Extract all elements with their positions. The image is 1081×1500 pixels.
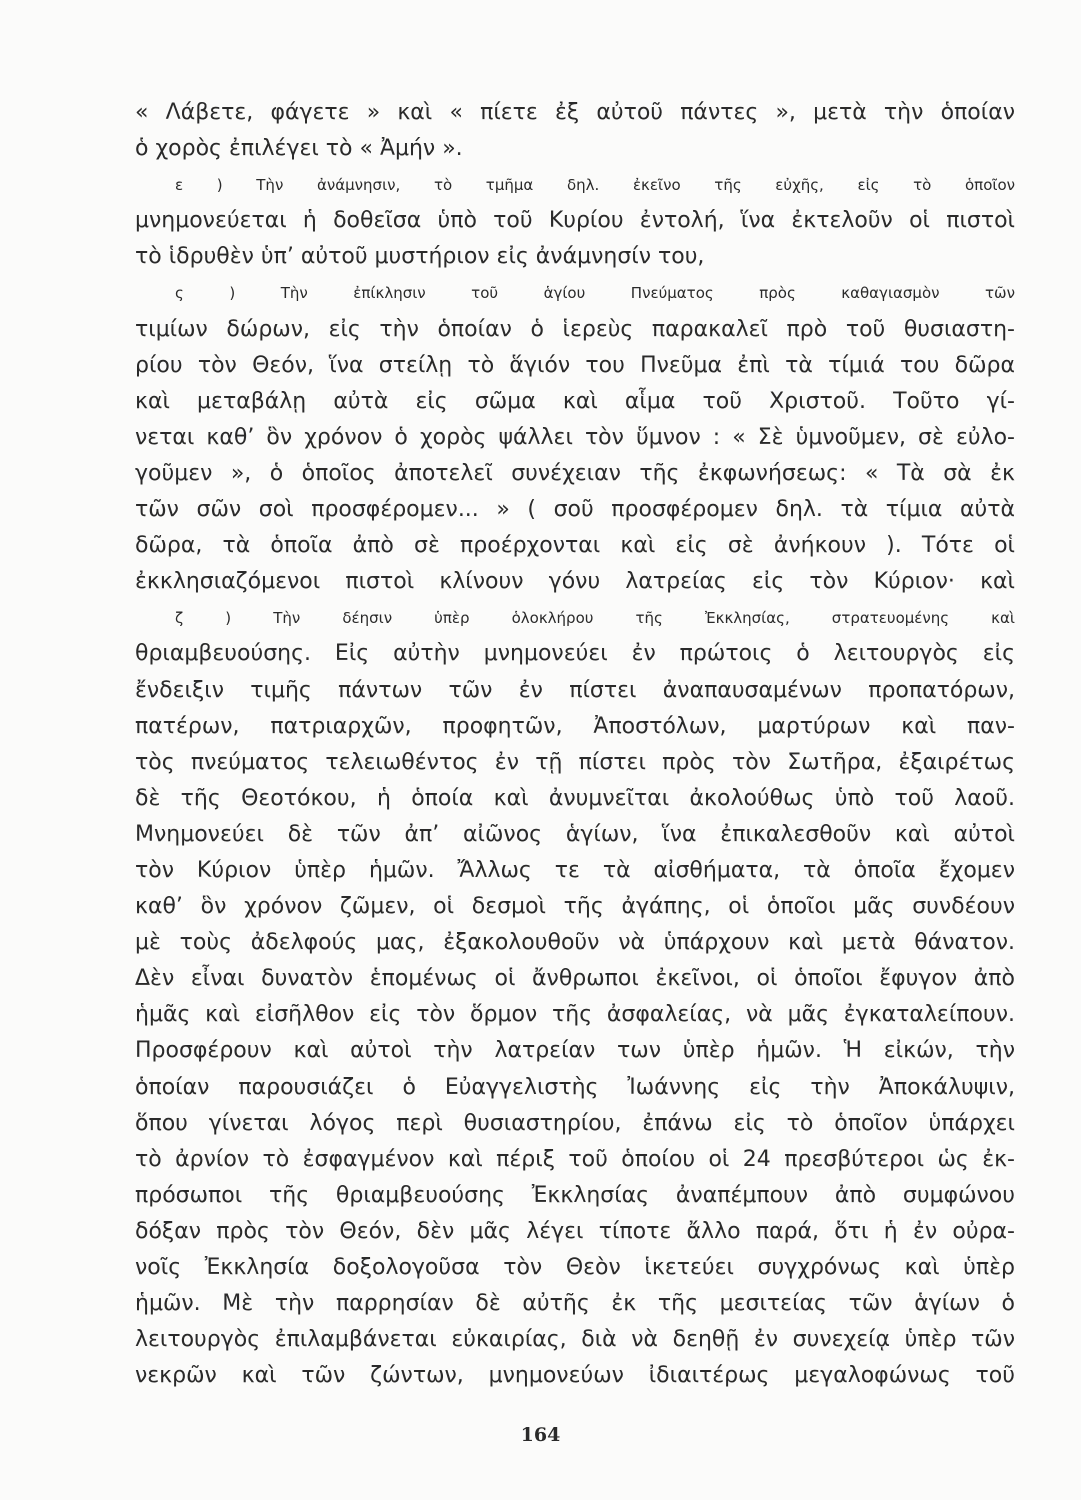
text-line: δὲ τῆς Θεοτόκου, ἡ ὁποία καὶ ἀνυμνεῖται ἀκολούθως ὑπὸ τοῦ λαοῦ. xyxy=(135,785,1015,811)
text-line: λειτουργὸς ἐπιλαμβάνεται εὐκαιρίας, διὰ νὰ δεηθῇ ἐν συνεχείᾳ ὑπὲρ τῶν xyxy=(135,1327,1015,1353)
text-line: καὶ μεταβάλῃ αὐτὰ εἰς σῶμα καὶ αἷμα τοῦ Χριστοῦ. Τοῦτο γί- xyxy=(135,388,1015,414)
text-line: μνημονεύεται ἡ δοθεῖσα ὑπὸ τοῦ Κυρίου ἐντολή, ἵνα ἐκτελοῦν οἱ πιστοὶ xyxy=(135,208,1015,234)
text-line: θριαμβευούσης. Εἰς αὐτὴν μνημονεύει ἐν πρώτοις ὁ λειτουργὸς εἰς xyxy=(135,641,1015,667)
text-line: νοῖς Ἐκκλησία δοξολογοῦσα τὸν Θεὸν ἱκετεύει συγχρόνως καὶ ὑπὲρ xyxy=(135,1255,1015,1280)
text-line: Μνημονεύει δὲ τῶν ἀπ’ αἰῶνος ἁγίων, ἵνα ἐπικαλεσθοῦν καὶ αὐτοὶ xyxy=(135,821,1015,847)
text-line: νεται καθ’ ὃν χρόνον ὁ χορὸς ψάλλει τὸν ὕμνον : « Σὲ ὑμνοῦμεν, σὲ εὐλο- xyxy=(135,424,1015,450)
text-line: νεκρῶν καὶ τῶν ζώντων, μνημονεύων ἰδιαιτέρως μεγαλοφώνως τοῦ xyxy=(135,1363,1015,1389)
text-line: ὁ χορὸς ἐπιλέγει τὸ « Ἀμήν ». xyxy=(135,136,463,162)
text-line: πρόσωποι τῆς θριαμβευούσης Ἐκκλησίας ἀναπέμπουν ἀπὸ συμφώνου xyxy=(135,1182,1015,1208)
text-line: ζ ) Τὴν δέησιν ὑπὲρ ὁλοκλήρου τῆς Ἐκκλησίας, στρατευομένης καὶ xyxy=(175,609,1015,628)
text-line: γοῦμεν », ὁ ὁποῖος ἀποτελεῖ συνέχειαν τῆς ἐκφωνήσεως: « Τὰ σὰ ἐκ xyxy=(135,460,1015,486)
text-line: τὸ ἀρνίον τὸ ἐσφαγμένον καὶ πέριξ τοῦ ὁποίου οἱ 24 πρεσβύτεροι ὡς ἐκ- xyxy=(135,1146,1015,1172)
text-line: τὸς πνεύματος τελειωθέντος ἐν τῇ πίστει πρὸς τὸν Σωτῆρα, ἐξαιρέτως xyxy=(135,749,1015,775)
text-line: ἔνδειξιν τιμῆς πάντων τῶν ἐν πίστει ἀναπαυσαμένων προπατόρων, xyxy=(135,677,1015,703)
text-line: ἡμῶν. Μὲ τὴν παρρησίαν δὲ αὐτῆς ἐκ τῆς μεσιτείας τῶν ἁγίων ὁ xyxy=(135,1291,1015,1317)
text-line: ὅπου γίνεται λόγος περὶ θυσιαστηρίου, ἐπάνω εἰς τὸ ὁποῖον ὑπάρχει xyxy=(135,1110,1015,1136)
text-line: ὁποίαν παρουσιάζει ὁ Εὐαγγελιστὴς Ἰωάννης εἰς τὴν Ἀποκάλυψιν, xyxy=(135,1074,1015,1100)
text-line: τὸ ἱδρυθὲν ὑπ’ αὐτοῦ μυστήριον εἰς ἀνάμνησίν του, xyxy=(135,244,705,270)
text-line: ρίου τὸν Θεόν, ἵνα στείλῃ τὸ ἅγιόν του Πνεῦμα ἐπὶ τὰ τίμιά του δῶρα xyxy=(135,352,1015,378)
text-line: ἐκκλησιαζόμενοι πιστοὶ κλίνουν γόνυ λατρείας εἰς τὸν Κύριον· καὶ xyxy=(135,569,1015,595)
text-line: « Λάβετε, φάγετε » καὶ « πίετε ἐξ αὐτοῦ πάντες », μετὰ τὴν ὁποίαν xyxy=(135,100,1015,125)
text-line: τιμίων δώρων, εἰς τὴν ὁποίαν ὁ ἱερεὺς παρακαλεῖ πρὸ τοῦ θυσιαστη- xyxy=(135,316,1015,342)
text-line: ἡμᾶς καὶ εἰσῆλθον εἰς τὸν ὅρμον τῆς ἀσφαλείας, νὰ μᾶς ἐγκαταλείπουν. xyxy=(135,1002,1015,1028)
text-line: Δὲν εἶναι δυνατὸν ἑπομένως οἱ ἄνθρωποι ἐκεῖνοι, οἱ ὁποῖοι ἔφυγον ἀπὸ xyxy=(135,966,1015,992)
body-text xyxy=(135,95,1015,1394)
text-line: καθ’ ὃν χρόνον ζῶμεν, οἱ δεσμοὶ τῆς ἀγάπης, οἱ ὁποῖοι μᾶς συνδέουν xyxy=(135,894,1015,920)
page-number: 164 xyxy=(520,1424,561,1446)
text-line: δῶρα, τὰ ὁποῖα ἀπὸ σὲ προέρχονται καὶ εἰς σὲ ἀνήκουν ). Τότε οἱ xyxy=(135,533,1015,559)
text-line: Προσφέρουν καὶ αὐτοὶ τὴν λατρείαν των ὑπὲρ ἡμῶν. Ἡ εἰκών, τὴν xyxy=(135,1038,1015,1064)
text-line: ς ) Τὴν ἐπίκλησιν τοῦ ἁγίου Πνεύματος πρὸς καθαγιασμὸν τῶν xyxy=(175,284,1015,303)
text-line: τῶν σῶν σοὶ προσφέρομεν... » ( σοῦ προσφέρομεν δηλ. τὰ τίμια αὐτὰ xyxy=(135,497,1015,523)
text-line: τὸν Κύριον ὑπὲρ ἡμῶν. Ἄλλως τε τὰ αἰσθήματα, τὰ ὁποῖα ἔχομεν xyxy=(135,857,1015,883)
text-line: μὲ τοὺς ἀδελφούς μας, ἐξακολουθοῦν νὰ ὑπάρχουν καὶ μετὰ θάνατον. xyxy=(135,930,1015,956)
text-line: πατέρων, πατριαρχῶν, προφητῶν, Ἀποστόλων, μαρτύρων καὶ παν- xyxy=(135,713,1015,739)
text-line: ε ) Τὴν ἀνάμνησιν, τὸ τμῆμα δηλ. ἐκεῖνο τῆς εὐχῆς, εἰς τὸ ὁποῖον xyxy=(175,176,1015,195)
text-line: δόξαν πρὸς τὸν Θεόν, δὲν μᾶς λέγει τίποτε ἄλλο παρά, ὅτι ἡ ἐν οὐρα- xyxy=(135,1218,1015,1244)
